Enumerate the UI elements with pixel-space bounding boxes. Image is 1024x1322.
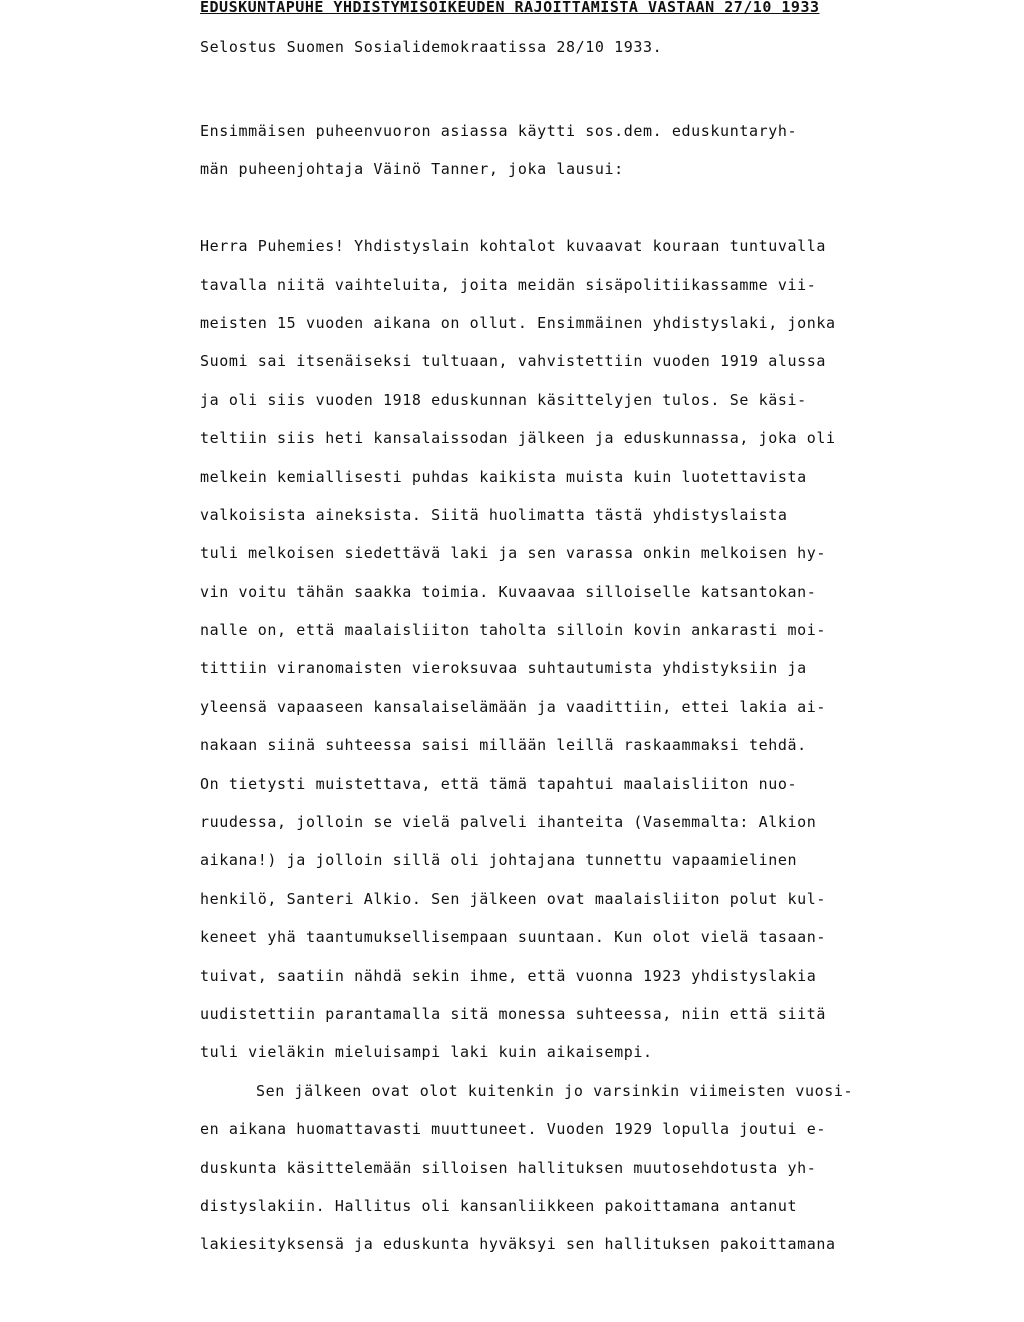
body-line: Herra Puhemies! Yhdistyslain kohtalot kuvaavat kouraan tuntuvalla bbox=[200, 237, 826, 256]
document-subtitle: Selostus Suomen Sosialidemokraatissa 28/10 1933. bbox=[200, 38, 663, 56]
body-line: tittiin viranomaisten vieroksuvaa suhtautumista yhdistyksiin ja bbox=[200, 659, 807, 678]
body-line: aikana!) ja jolloin sillä oli johtajana tunnettu vapaamielinen bbox=[200, 851, 798, 870]
body-line: duskunta käsittelemään silloisen hallituksen muutosehdotusta yh- bbox=[200, 1158, 817, 1177]
body-line: On tietysti muistettava, että tämä tapahtui maalaisliiton nuo- bbox=[200, 774, 798, 793]
body-line: melkein kemiallisesti puhdas kaikista muista kuin luotettavista bbox=[200, 467, 807, 486]
body-line: valkoisista aineksista. Siitä huolimatta tästä yhdistyslaista bbox=[200, 505, 788, 524]
body-line: Sen jälkeen ovat olot kuitenkin jo varsinkin viimeisten vuosi- bbox=[256, 1081, 854, 1100]
document-body bbox=[200, 112, 1000, 1264]
body-line: teltiin siis heti kansalaissodan jälkeen ja eduskunnassa, joka oli bbox=[200, 429, 836, 448]
body-line: uudistettiin parantamalla sitä monessa suhteessa, niin että siitä bbox=[200, 1004, 826, 1023]
body-line: tuli vieläkin mieluisampi laki kuin aikaisempi. bbox=[200, 1043, 653, 1062]
body-line: lakiesityksensä ja eduskunta hyväksyi sen hallituksen pakoittamana bbox=[200, 1235, 836, 1254]
body-line: keneet yhä taantumuksellisempaan suuntaan. Kun olot vielä tasaan- bbox=[200, 928, 826, 947]
document-header: EDUSKUNTAPUHE YHDISTYMISOIKEUDEN RAJOITTAMISTA VASTAAN 27/10 1933 bbox=[200, 0, 820, 14]
body-line: tavalla niitä vaihteluita, joita meidän sisäpolitiikassamme vii- bbox=[200, 275, 817, 294]
body-line: män puheenjohtaja Väinö Tanner, joka lausui: bbox=[200, 160, 624, 179]
body-line: nakaan siinä suhteessa saisi millään leillä raskaammaksi tehdä. bbox=[200, 736, 807, 755]
body-line: ja oli siis vuoden 1918 eduskunnan käsittelyjen tulos. Se käsi- bbox=[200, 390, 807, 409]
body-line: tuli melkoisen siedettävä laki ja sen varassa onkin melkoisen hy- bbox=[200, 544, 826, 563]
body-line: ruudessa, jolloin se vielä palveli ihanteita (Vasemmalta: Alkion bbox=[200, 813, 817, 832]
body-line: nalle on, että maalaisliiton taholta silloin kovin ankarasti moi- bbox=[200, 621, 826, 640]
body-line: Ensimmäisen puheenvuoron asiassa käytti sos.dem. eduskuntaryh- bbox=[200, 122, 798, 140]
body-line: meisten 15 vuoden aikana on ollut. Ensimmäinen yhdistyslaki, jonka bbox=[200, 313, 836, 332]
body-line: yleensä vapaaseen kansalaiselämään ja vaadittiin, ettei lakia ai- bbox=[200, 697, 826, 716]
body-line: distyslakiin. Hallitus oli kansanliikkeen pakoittamana antanut bbox=[200, 1196, 798, 1215]
body-line: henkilö, Santeri Alkio. Sen jälkeen ovat maalaisliiton polut kul- bbox=[200, 889, 826, 908]
body-line: Suomi sai itsenäiseksi tultuaan, vahvistettiin vuoden 1919 alussa bbox=[200, 352, 826, 371]
body-line: vin voitu tähän saakka toimia. Kuvaavaa silloiselle katsantokan- bbox=[200, 582, 817, 601]
body-line: tuivat, saatiin nähdä sekin ihme, että vuonna 1923 yhdistyslakia bbox=[200, 966, 817, 985]
body-line: en aikana huomattavasti muuttuneet. Vuoden 1929 lopulla joutui e- bbox=[200, 1120, 826, 1139]
body-line bbox=[200, 189, 1000, 227]
